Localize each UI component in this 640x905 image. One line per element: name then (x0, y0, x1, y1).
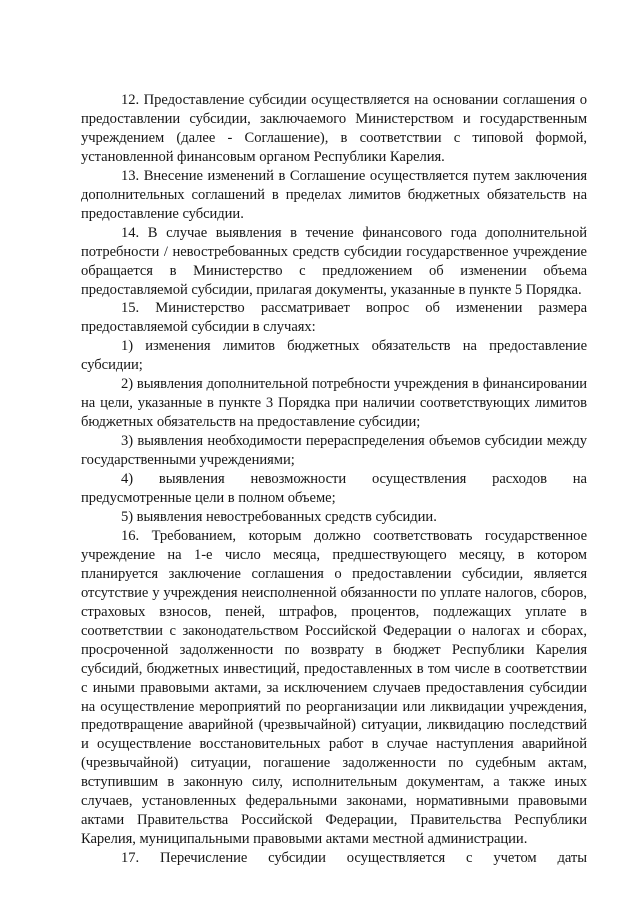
paragraph-12: 12. Предоставление субсидии осуществляется на основании соглашения о предоставлении субсидии, заключаемого Министерством и государственным учреждением (далее - Соглашение), в соответствии с типовой формой, установленной финансовым органом Республики Карелия. (81, 92, 587, 165)
list-item-5: 5) выявления невостребованных средств субсидии. (121, 508, 437, 525)
list-item-1: 1) изменения лимитов бюджетных обязательств на предоставление субсидии; (81, 338, 587, 374)
paragraph-14: 14. В случае выявления в течение финансового года дополнительной потребности / невостребованных средств субсидии государственное учреждение обращается в Министерство с предложением об изменении объема предоставляемой субсидии, прилагая документы, указанные в пункте 5 Порядка. (81, 224, 587, 298)
paragraph-17: 17. Перечисление субсидии осуществляется с учетом даты (121, 850, 587, 867)
list-item-4: 4) выявления невозможности осуществления расходов на предусмотренные цели в полном объеме; (81, 471, 587, 507)
paragraph-15: 15. Министерство рассматривает вопрос об изменении размера предоставляемой субсидии в случаях: (81, 300, 587, 336)
document-body (81, 91, 587, 868)
list-item-3: 3) выявления необходимости перераспределения объемов субсидии между государственными учреждениями; (81, 433, 587, 469)
paragraph-13: 13. Внесение изменений в Соглашение осуществляется путем заключения дополнительных соглашений в пределах лимитов бюджетных обязательств на предоставление субсидии. (81, 167, 587, 222)
paragraph-16: 16. Требованием, которым должно соответствовать государственное учреждение на 1-е число месяца, предшествующего месяцу, в котором планируется заключение соглашения о предоставлении субсидии, является отсутствие у учреждения неисполненной обязанности по уплате налогов, сборов, страховых взносов, пеней, штрафов, процентов, подлежащих уплате в соответствии с законодательством Российской Федерации о налогах и сборах, просроченной задолженности по возврату в бюджет Республики Карелия субсидий, бюджетных инвестиций, предоставленных в том числе в соответствии с иными правовыми актами, за исключением случаев предоставления субсидии на осуществление мероприятий по реорганизации или ликвидации учреждения, предотвращение аварийной (чрезвычайной) ситуации, ликвидацию последствий и осуществление восстановительных работ в случае наступления аварийной (чрезвычайной) ситуации, погашение задолженности по судебным актам, вступившим в законную силу, исполнительным документам, а также иных случаев, установленных федеральными законами, нормативными правовыми актами Правительства Российской Федерации, Правительства Республики Карелия, муниципальными правовыми актами местной администрации. (81, 527, 587, 848)
list-item-2: 2) выявления дополнительной потребности учреждения в финансировании на цели, указанные в пункте 3 Порядка при наличии соответствующих лимитов бюджетных обязательств на предоставление субсидии; (81, 376, 587, 431)
